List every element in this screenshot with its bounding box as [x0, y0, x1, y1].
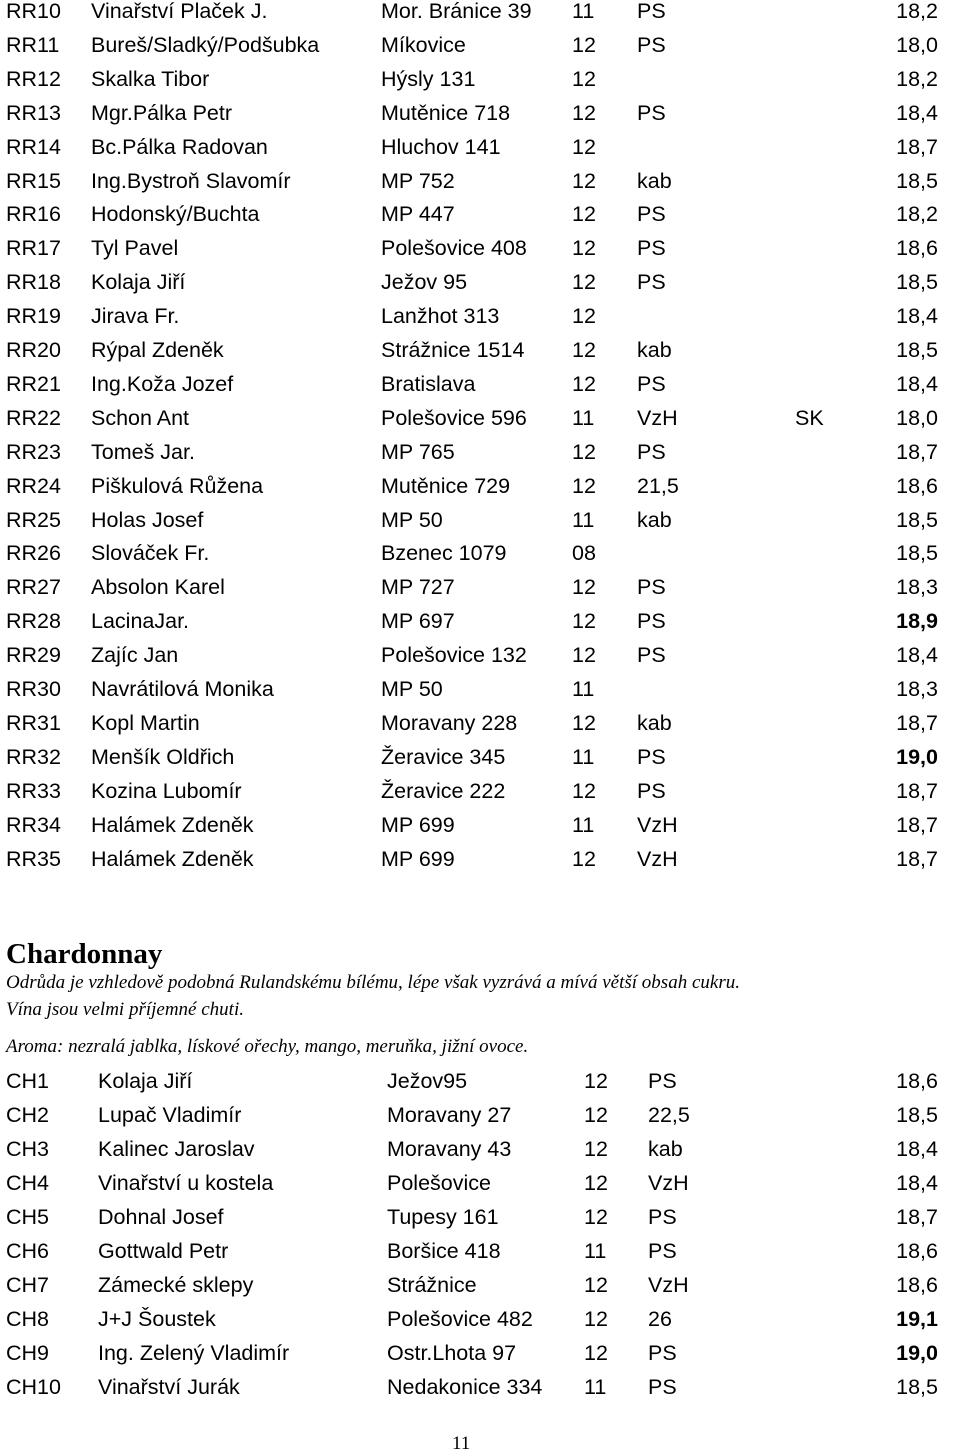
cell-name: Jirava Fr.: [91, 304, 180, 329]
cell-year: 12: [572, 66, 596, 91]
cell-code: RR16: [6, 202, 61, 227]
cell-place: Polešovice 408: [381, 236, 527, 261]
cell-year: 12: [572, 236, 596, 261]
cell-name: Vinařství Plaček J.: [91, 0, 268, 23]
cell-place: Hluchov 141: [381, 134, 501, 159]
cell-place: MP 50: [381, 507, 443, 532]
table-row: [0, 28, 960, 62]
cell-name: J+J Šoustek: [98, 1307, 216, 1331]
cell-year: 12: [572, 202, 596, 227]
cell-value: 18,4: [896, 1137, 938, 1161]
cell-name: Skalka Tibor: [91, 66, 210, 91]
table-row: [0, 672, 960, 706]
table-row: [0, 1200, 960, 1234]
cell-name: Zajíc Jan: [91, 643, 179, 668]
cell-code: RR19: [6, 304, 61, 329]
cell-place: MP 765: [381, 439, 455, 464]
cell-year: 12: [572, 473, 596, 498]
section-title: Chardonnay: [6, 938, 163, 970]
cell-year: 12: [584, 1137, 608, 1161]
cell-value: 18,9: [896, 609, 938, 634]
table-row: [0, 1166, 960, 1200]
cell-name: Piškulová Růžena: [91, 473, 264, 498]
cell-name: Ing.Koža Jozef: [91, 371, 234, 396]
cell-value: 18,5: [896, 338, 938, 362]
cell-note: kab: [637, 710, 672, 735]
section-description-line2: Vína jsou velmi příjemné chuti.: [6, 999, 244, 1020]
cell-year: 08: [572, 541, 596, 566]
cell-year: 11: [572, 405, 595, 430]
cell-code: RR18: [6, 270, 61, 295]
cell-code: CH6: [6, 1239, 50, 1263]
table-row: [0, 367, 960, 401]
table-row: [0, 469, 960, 503]
cell-name: Ing. Zelený Vladimír: [98, 1341, 290, 1365]
cell-note: 26: [648, 1307, 672, 1331]
cell-place: Ostr.Lhota 97: [387, 1341, 517, 1365]
cell-year: 12: [572, 338, 596, 362]
cell-value: 18,5: [896, 168, 938, 193]
cell-name: Zámecké sklepy: [98, 1273, 254, 1297]
cell-code: CH7: [6, 1273, 50, 1297]
cell-year: 12: [572, 304, 596, 329]
cell-year: 12: [584, 1273, 608, 1297]
cell-place: Tupesy 161: [387, 1205, 499, 1229]
cell-year: 11: [572, 0, 595, 23]
cell-value: 19,0: [896, 744, 938, 769]
cell-value: 18,7: [896, 1205, 938, 1229]
cell-year: 12: [572, 439, 596, 464]
cell-code: RR20: [6, 338, 61, 362]
cell-place: Ježov 95: [381, 270, 468, 295]
cell-place: Lanžhot 313: [381, 304, 500, 329]
cell-year: 12: [572, 643, 596, 668]
cell-name: Slováček Fr.: [91, 541, 210, 566]
cell-extra: SK: [795, 405, 824, 430]
cell-value: 18,4: [896, 1171, 938, 1195]
table-row: [0, 1132, 960, 1166]
cell-value: 18,5: [896, 270, 938, 295]
page-number: 11: [452, 1433, 471, 1454]
table-row: [0, 197, 960, 231]
cell-code: RR30: [6, 677, 61, 701]
table-row: [0, 1370, 960, 1404]
cell-code: RR21: [6, 371, 61, 396]
cell-name: Vinařství Jurák: [98, 1375, 240, 1399]
cell-note: PS: [648, 1341, 677, 1365]
table-row: [0, 1064, 960, 1098]
cell-value: 18,6: [896, 1069, 938, 1093]
cell-place: MP 752: [381, 168, 455, 193]
cell-code: CH10: [6, 1375, 61, 1399]
cell-year: 12: [572, 609, 596, 634]
cell-note: PS: [637, 202, 666, 227]
cell-value: 18,6: [896, 1273, 938, 1297]
cell-year: 12: [584, 1103, 608, 1127]
cell-year: 12: [572, 575, 596, 600]
cell-note: VzH: [637, 846, 678, 871]
cell-code: CH9: [6, 1341, 50, 1365]
table-row: [0, 570, 960, 604]
cell-place: Moravany 27: [387, 1103, 512, 1127]
cell-code: RR10: [6, 0, 61, 23]
cell-value: 18,7: [896, 846, 938, 871]
cell-note: PS: [637, 100, 666, 125]
cell-code: RR35: [6, 846, 61, 871]
table-row: [0, 164, 960, 198]
cell-name: Tyl Pavel: [91, 236, 179, 261]
table-row: [0, 130, 960, 164]
table-row: [0, 435, 960, 469]
cell-code: RR23: [6, 439, 61, 464]
cell-code: RR12: [6, 66, 61, 91]
cell-code: CH2: [6, 1103, 50, 1127]
cell-place: Bratislava: [381, 371, 476, 396]
cell-name: Dohnal Josef: [98, 1205, 224, 1229]
cell-year: 11: [584, 1239, 607, 1263]
cell-value: 18,6: [896, 473, 938, 498]
cell-name: Holas Josef: [91, 507, 204, 532]
cell-value: 18,2: [896, 66, 938, 91]
cell-value: 18,7: [896, 710, 938, 735]
cell-value: 18,7: [896, 778, 938, 803]
cell-year: 12: [572, 846, 596, 871]
cell-year: 12: [584, 1307, 608, 1331]
cell-place: Žeravice 345: [381, 744, 506, 769]
cell-name: Kozina Lubomír: [91, 778, 242, 803]
cell-name: Halámek Zdeněk: [91, 812, 254, 837]
cell-year: 11: [572, 677, 595, 701]
cell-year: 12: [572, 778, 596, 803]
table-row: [0, 774, 960, 808]
cell-value: 18,6: [896, 236, 938, 261]
cell-code: RR24: [6, 473, 61, 498]
table-row: [0, 231, 960, 265]
cell-value: 18,4: [896, 371, 938, 396]
cell-value: 18,0: [896, 32, 938, 57]
cell-place: Moravany 228: [381, 710, 518, 735]
cell-note: VzH: [648, 1273, 689, 1297]
cell-name: Menšík Oldřich: [91, 744, 235, 769]
cell-value: 18,3: [896, 575, 938, 600]
table-row: [0, 62, 960, 96]
cell-year: 12: [584, 1341, 608, 1365]
cell-year: 12: [572, 168, 596, 193]
cell-code: RR14: [6, 134, 61, 159]
cell-name: Kopl Martin: [91, 710, 200, 735]
cell-place: MP 699: [381, 846, 455, 871]
cell-value: 18,7: [896, 439, 938, 464]
table-row: [0, 638, 960, 672]
cell-name: Absolon Karel: [91, 575, 225, 600]
cell-note: PS: [637, 778, 666, 803]
cell-note: kab: [648, 1137, 683, 1161]
cell-place: MP 447: [381, 202, 455, 227]
table-row: [0, 1268, 960, 1302]
cell-note: PS: [637, 744, 666, 769]
table-row: [0, 706, 960, 740]
cell-place: MP 727: [381, 575, 455, 600]
cell-code: RR26: [6, 541, 61, 566]
cell-name: Kalinec Jaroslav: [98, 1137, 255, 1161]
section-description-line1: Odrůda je vzhledově podobná Rulandskému bílému, lépe však vyzrává a mívá větší obsah cukru.: [6, 972, 740, 993]
table-row: [0, 0, 960, 28]
cell-value: 18,2: [896, 0, 938, 23]
cell-code: RR29: [6, 643, 61, 668]
table-row: [0, 1234, 960, 1268]
cell-value: 18,5: [896, 541, 938, 566]
table-row: [0, 503, 960, 537]
cell-note: PS: [637, 32, 666, 57]
cell-place: Polešovice 596: [381, 405, 527, 430]
cell-place: Mor. Bránice 39: [381, 0, 532, 23]
cell-code: CH5: [6, 1205, 50, 1229]
table-row: [0, 1302, 960, 1336]
cell-year: 11: [572, 812, 595, 837]
cell-year: 12: [584, 1171, 608, 1195]
cell-place: Polešovice 482: [387, 1307, 533, 1331]
cell-place: MP 50: [381, 677, 443, 701]
cell-code: CH3: [6, 1137, 50, 1161]
cell-note: 22,5: [648, 1103, 690, 1127]
cell-place: Strážnice: [387, 1273, 477, 1297]
cell-note: VzH: [648, 1171, 689, 1195]
cell-year: 12: [572, 371, 596, 396]
cell-note: VzH: [637, 812, 678, 837]
cell-value: 18,6: [896, 1239, 938, 1263]
cell-name: Lupač Vladimír: [98, 1103, 242, 1127]
cell-year: 11: [572, 507, 595, 532]
cell-name: Hodonský/Buchta: [91, 202, 260, 227]
cell-name: Navrátilová Monika: [91, 677, 274, 701]
cell-code: CH1: [6, 1069, 50, 1093]
cell-note: PS: [637, 0, 666, 23]
cell-code: RR34: [6, 812, 61, 837]
cell-year: 12: [572, 270, 596, 295]
cell-note: PS: [637, 439, 666, 464]
cell-place: Moravany 43: [387, 1137, 512, 1161]
cell-code: RR22: [6, 405, 61, 430]
cell-code: RR11: [6, 32, 60, 57]
cell-place: Ježov95: [387, 1069, 468, 1093]
cell-name: LacinaJar.: [91, 609, 190, 634]
cell-name: Mgr.Pálka Petr: [91, 100, 232, 125]
table-row: [0, 842, 960, 876]
cell-code: RR13: [6, 100, 61, 125]
cell-value: 18,5: [896, 1103, 938, 1127]
cell-place: Žeravice 222: [381, 778, 506, 803]
cell-value: 18,7: [896, 134, 938, 159]
cell-value: 18,7: [896, 812, 938, 837]
table-row: [0, 740, 960, 774]
cell-note: PS: [637, 236, 666, 261]
table-row: [0, 1336, 960, 1370]
cell-place: Mutěnice 718: [381, 100, 511, 125]
cell-year: 12: [584, 1069, 608, 1093]
cell-name: Bc.Pálka Radovan: [91, 134, 268, 159]
cell-code: RR31: [6, 710, 61, 735]
cell-value: 18,2: [896, 202, 938, 227]
cell-place: Boršice 418: [387, 1239, 501, 1263]
cell-year: 12: [572, 710, 596, 735]
cell-place: Strážnice 1514: [381, 338, 525, 362]
cell-note: 21,5: [637, 473, 679, 498]
cell-code: RR32: [6, 744, 61, 769]
table-row: [0, 536, 960, 570]
cell-value: 18,3: [896, 677, 938, 701]
cell-note: VzH: [637, 405, 678, 430]
cell-year: 12: [572, 32, 596, 57]
cell-value: 18,4: [896, 100, 938, 125]
cell-code: RR15: [6, 168, 61, 193]
cell-code: RR28: [6, 609, 61, 634]
cell-note: PS: [637, 270, 666, 295]
cell-name: Gottwald Petr: [98, 1239, 229, 1263]
cell-name: Halámek Zdeněk: [91, 846, 254, 871]
cell-note: PS: [648, 1375, 677, 1399]
cell-note: PS: [648, 1205, 677, 1229]
table-row: [0, 265, 960, 299]
cell-name: Kolaja Jiří: [91, 270, 186, 295]
cell-place: Nedakonice 334: [387, 1375, 543, 1399]
cell-note: PS: [648, 1239, 677, 1263]
cell-name: Tomeš Jar.: [91, 439, 195, 464]
cell-year: 12: [572, 100, 596, 125]
cell-place: Polešovice 132: [381, 643, 527, 668]
cell-note: PS: [637, 609, 666, 634]
cell-year: 11: [572, 744, 595, 769]
cell-code: RR17: [6, 236, 61, 261]
cell-place: Mutěnice 729: [381, 473, 511, 498]
cell-place: Polešovice: [387, 1171, 491, 1195]
cell-note: PS: [637, 371, 666, 396]
table-row: [0, 1098, 960, 1132]
table-row: [0, 808, 960, 842]
cell-year: 12: [572, 134, 596, 159]
cell-code: RR33: [6, 778, 61, 803]
cell-note: PS: [637, 643, 666, 668]
cell-place: Míkovice: [381, 32, 466, 57]
cell-code: RR27: [6, 575, 61, 600]
table-row: [0, 604, 960, 638]
cell-place: MP 697: [381, 609, 455, 634]
cell-note: PS: [637, 575, 666, 600]
section-aroma: Aroma: nezralá jablka, lískové ořechy, mango, meruňka, jižní ovoce.: [6, 1036, 529, 1057]
table-row: [0, 333, 960, 367]
table-row: [0, 401, 960, 435]
cell-year: 11: [584, 1375, 607, 1399]
cell-value: 18,4: [896, 304, 938, 329]
cell-note: kab: [637, 338, 672, 362]
cell-code: CH8: [6, 1307, 50, 1331]
cell-name: Ing.Bystroň Slavomír: [91, 168, 291, 193]
cell-name: Kolaja Jiří: [98, 1069, 193, 1093]
cell-code: CH4: [6, 1171, 50, 1195]
table-row: [0, 96, 960, 130]
cell-name: Bureš/Sladký/Podšubka: [91, 32, 320, 57]
cell-value: 19,0: [896, 1341, 938, 1365]
cell-value: 18,5: [896, 507, 938, 532]
cell-value: 18,0: [896, 405, 938, 430]
cell-place: Hýsly 131: [381, 66, 476, 91]
cell-code: RR25: [6, 507, 61, 532]
cell-place: Bzenec 1079: [381, 541, 507, 566]
table-row: [0, 299, 960, 333]
cell-name: Schon Ant: [91, 405, 190, 430]
cell-name: Rýpal Zdeněk: [91, 338, 224, 362]
cell-year: 12: [584, 1205, 608, 1229]
cell-note: kab: [637, 168, 672, 193]
cell-note: PS: [648, 1069, 677, 1093]
cell-value: 18,4: [896, 643, 938, 668]
cell-place: MP 699: [381, 812, 455, 837]
cell-note: kab: [637, 507, 672, 532]
cell-value: 19,1: [896, 1307, 938, 1331]
cell-name: Vinařství u kostela: [98, 1171, 274, 1195]
cell-value: 18,5: [896, 1375, 938, 1399]
